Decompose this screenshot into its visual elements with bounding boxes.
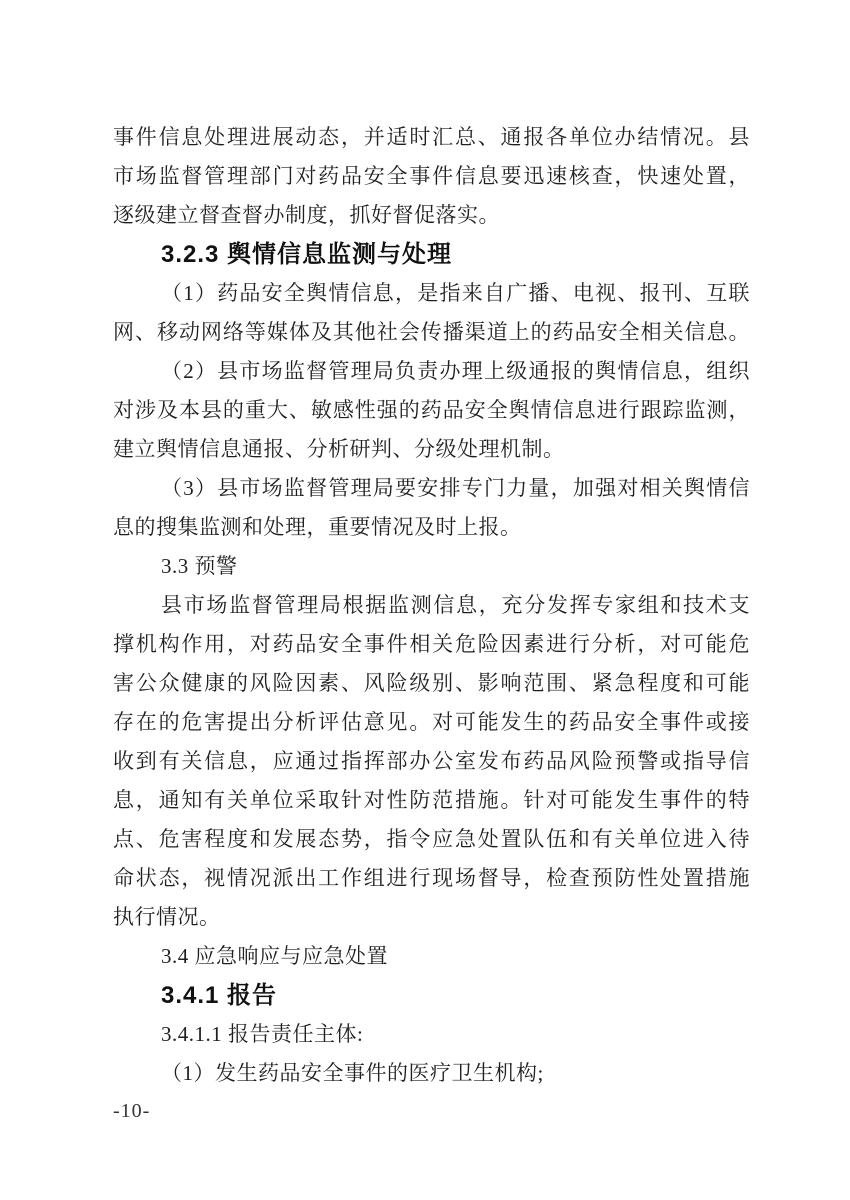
paragraph-line: 存在的危害提出分析评估意见。对可能发生的药品安全事件或接 <box>113 710 750 734</box>
paragraph-line: 逐级建立督查督办制度，抓好督促落实。 <box>113 203 500 227</box>
document-text-block <box>113 118 750 1093</box>
heading-3-3: 3.3 预警 <box>161 554 238 578</box>
paragraph-line: 网、移动网络等媒体及其他社会传播渠道上的药品安全相关信息。 <box>113 320 750 344</box>
paragraph-line: 息的搜集监测和处理，重要情况及时上报。 <box>113 515 522 539</box>
paragraph-line: 收到有关信息，应通过指挥部办公室发布药品风险预警或指导信 <box>113 749 750 773</box>
paragraph-line: 息，通知有关单位采取针对性防范措施。针对可能发生事件的特 <box>113 788 750 812</box>
paragraph-line: 撑机构作用，对药品安全事件相关危险因素进行分析，对可能危 <box>113 632 750 656</box>
paragraph-line: 点、危害程度和发展态势，指令应急处置队伍和有关单位进入待 <box>113 827 750 851</box>
heading-3-4: 3.4 应急响应与应急处置 <box>161 944 388 968</box>
paragraph-line: 县市场监督管理局根据监测信息，充分发挥专家组和技术支 <box>161 593 750 617</box>
paragraph-line: （2）县市场监督管理局负责办理上级通报的舆情信息，组织 <box>161 359 750 383</box>
heading-3-4-1-1: 3.4.1.1 报告责任主体: <box>161 1022 364 1046</box>
paragraph-line: 对涉及本县的重大、敏感性强的药品安全舆情信息进行跟踪监测， <box>113 398 750 422</box>
paragraph-line: 害公众健康的风险因素、风险级别、影响范围、紧急程度和可能 <box>113 671 750 695</box>
paragraph-line: 建立舆情信息通报、分析研判、分级处理机制。 <box>113 437 565 461</box>
paragraph-line: （1）发生药品安全事件的医疗卫生机构; <box>161 1061 544 1085</box>
paragraph-line: 执行情况。 <box>113 905 221 929</box>
heading-3-4-1: 3.4.1 报告 <box>161 982 278 1009</box>
paragraph-line: 市场监督管理部门对药品安全事件信息要迅速核查，快速处置， <box>113 164 750 188</box>
paragraph-line: （1）药品安全舆情信息，是指来自广播、电视、报刊、互联 <box>161 281 750 305</box>
paragraph-line: 命状态，视情况派出工作组进行现场督导，检查预防性处置措施 <box>113 866 750 890</box>
heading-3-2-3: 3.2.3 舆情信息监测与处理 <box>161 241 453 268</box>
page-number: -10- <box>113 1100 151 1122</box>
paragraph-line: 事件信息处理进展动态，并适时汇总、通报各单位办结情况。县 <box>113 125 750 149</box>
paragraph-line: （3）县市场监督管理局要安排专门力量，加强对相关舆情信 <box>161 476 750 500</box>
